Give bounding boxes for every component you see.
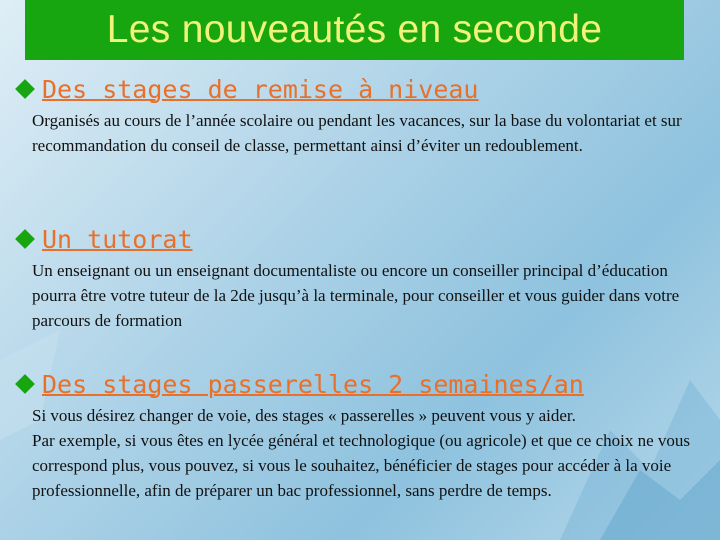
diamond-bullet-icon: [15, 374, 35, 394]
section-body: [32, 108, 697, 158]
page-title: Les nouveautés en seconde: [106, 8, 603, 51]
diamond-bullet-icon: [15, 79, 35, 99]
section-heading: Des stages de remise à niveau: [42, 74, 479, 104]
section-heading: Un tutorat: [42, 224, 193, 254]
section-stages-passerelles: [8, 367, 708, 503]
section-heading: Des stages passerelles 2 semaines/an: [42, 369, 584, 399]
section-paragraph: Un enseignant ou un enseignant documentaliste ou encore un conseiller principal d’éducation pourra être votre tuteur de la 2de jusqu’à la terminale, pour conseiller et vous guider dans votre parcours de formation: [32, 261, 680, 330]
section-paragraph: Si vous désirez changer de voie, des stages « passerelles » peuvent vous y aider.: [32, 406, 576, 425]
section-paragraph: Organisés au cours de l’année scolaire ou pendant les vacances, sur la base du volontariat et sur recommandation du conseil de classe, permettant ainsi d’éviter un redoublement.: [32, 111, 682, 155]
section-body: [32, 258, 697, 333]
title-banner: [25, 0, 684, 60]
section-body: [32, 403, 697, 503]
section-remise-a-niveau: [8, 72, 708, 158]
diamond-bullet-icon: [15, 229, 35, 249]
section-paragraph: Par exemple, si vous êtes en lycée général et technologique (ou agricole) et que ce choix ne vous correspond plus, vous pouvez, si vous le souhaitez, bénéficier de stages pour accéder à la voie professionnelle, afin de préparer un bac professionnel, sans perdre de temps.: [32, 431, 691, 500]
section-tutorat: [8, 222, 708, 333]
